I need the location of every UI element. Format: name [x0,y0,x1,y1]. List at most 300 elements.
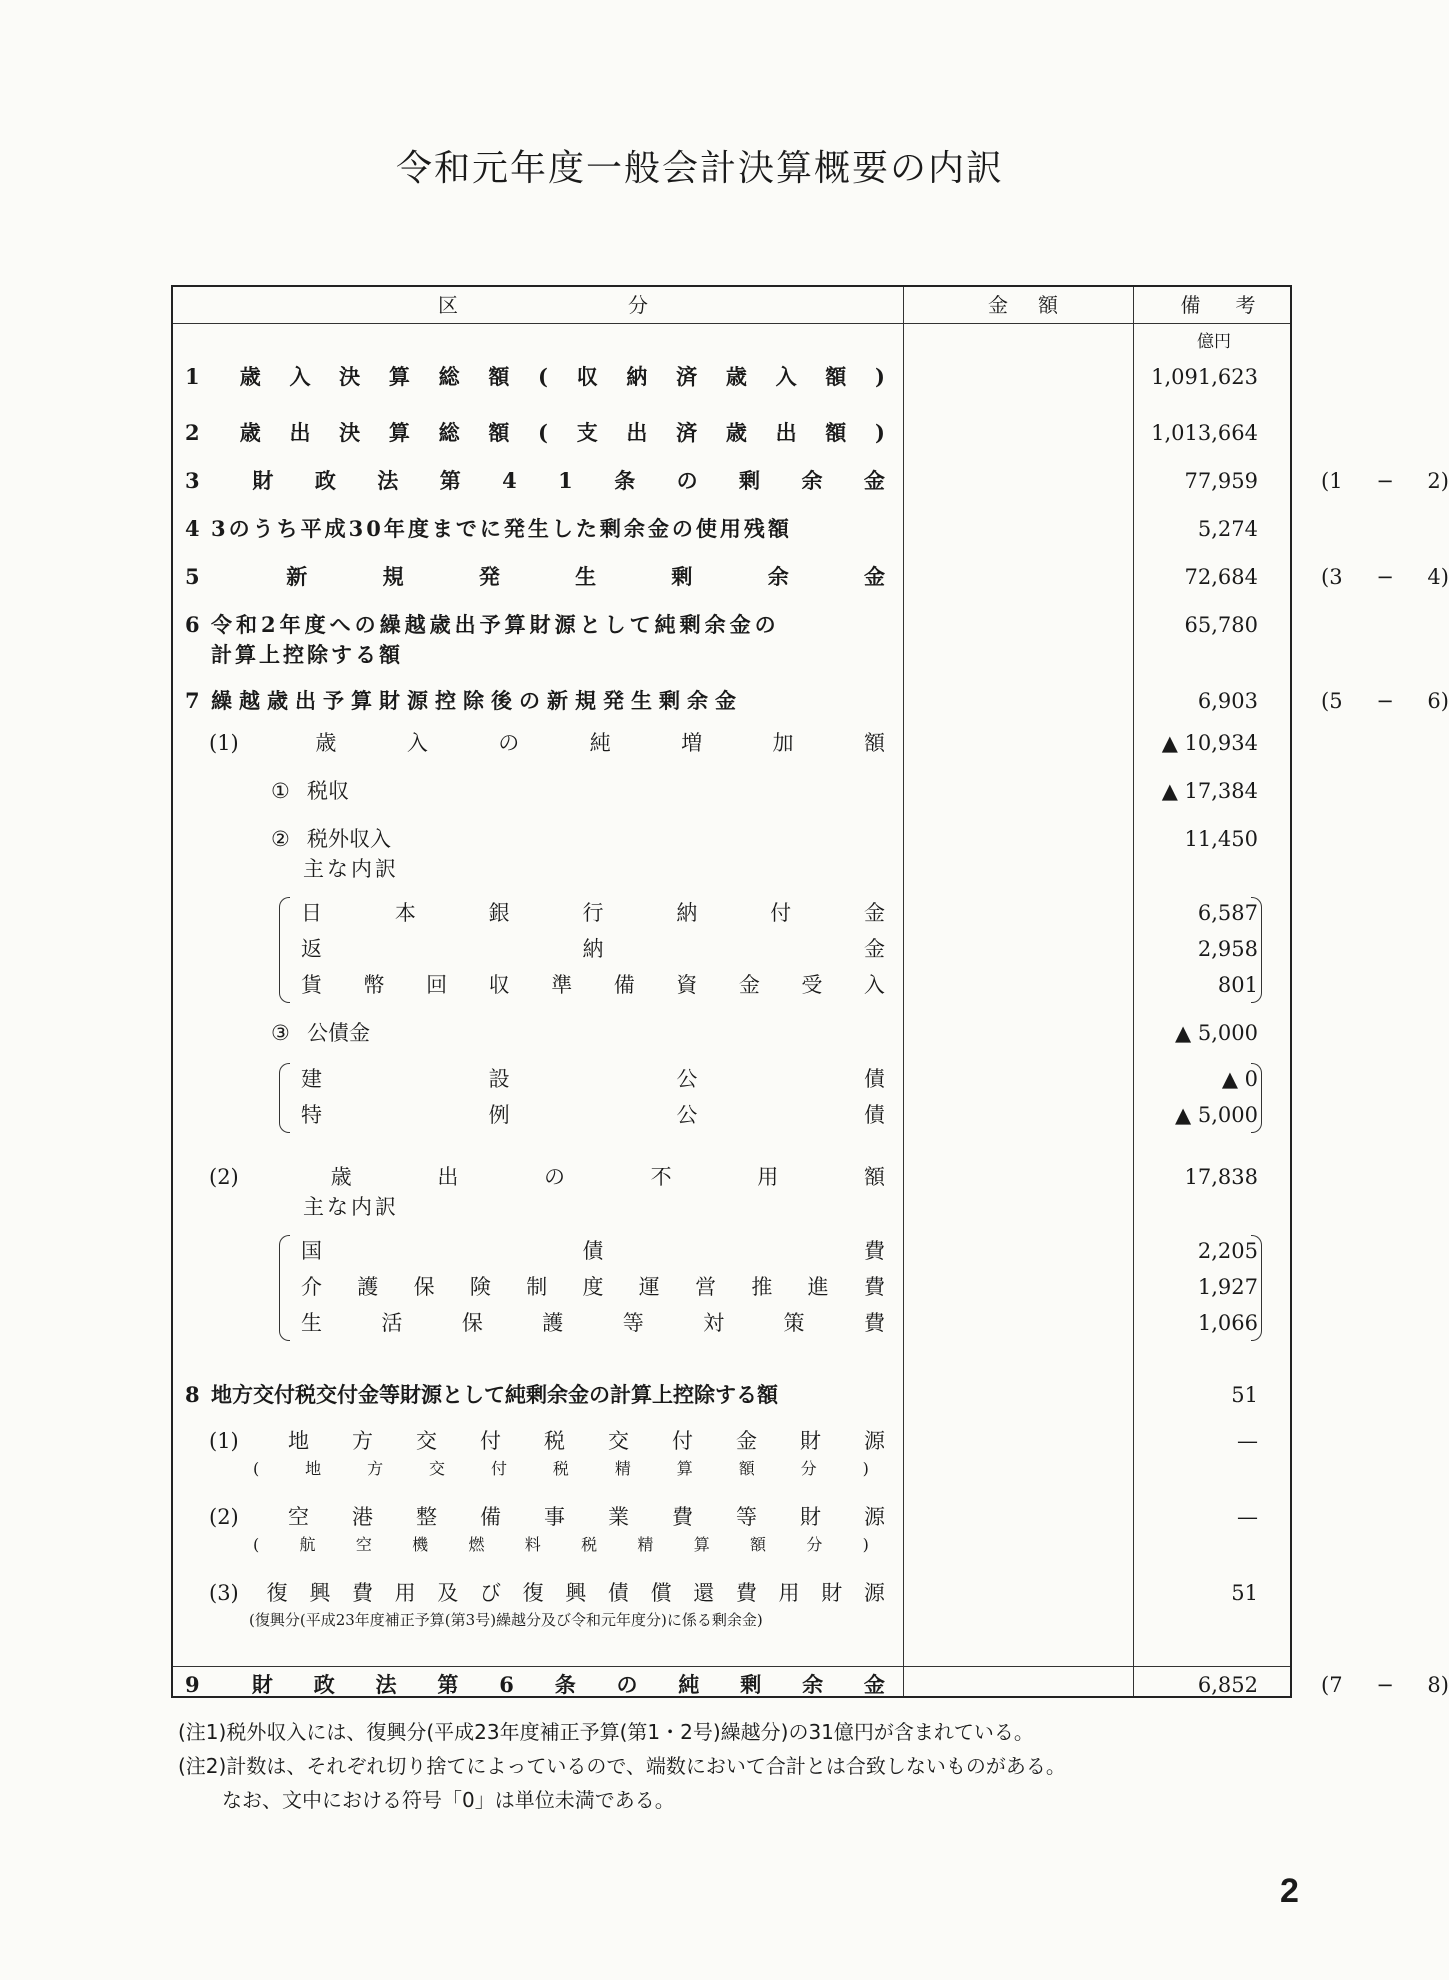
label-char: 費 [351,1581,373,1605]
label-char: 出 [289,420,311,445]
remark-part: (3 [1321,565,1343,589]
label-char: 納 [676,901,698,925]
label-char: 精 [637,1535,654,1554]
label-text: 税外収入 [307,827,391,851]
label-char: 分 [800,1459,817,1478]
row-label [271,775,671,807]
label-text: 公債金 [307,1021,370,1045]
label-char: 済 [676,420,698,445]
remark-part: (1 [1321,469,1343,493]
table-row [173,933,1294,965]
table-row [173,775,1294,807]
label-char: 額 [863,731,885,755]
label-char: 精 [614,1459,631,1478]
label-char: 公 [676,1103,698,1127]
label-char: 財 [251,1672,273,1697]
label-char: 入 [775,364,797,389]
remark-part: 4) [1427,565,1449,589]
label-char: 算 [676,1459,693,1478]
label-char: 整 [416,1505,437,1529]
label-char: 財 [800,1429,821,1453]
amount: ▲ 10,934 [1161,731,1258,755]
remark-part: (5 [1321,689,1343,713]
label-char: の [676,468,698,493]
header-text: 額 [1038,293,1058,317]
amount: 65,780 [1184,613,1258,637]
footnote-3: なお、文中における符号「0」は単位未満である。 [222,1788,675,1812]
label-char: 総 [438,364,460,389]
label-char: 険 [469,1275,491,1299]
row-label [301,933,885,965]
label-char: 余 [802,1672,824,1697]
label-char: 生 [301,1311,322,1335]
label-char: ( [538,420,548,445]
row-index: 3 [185,468,200,493]
remark-part: 8) [1427,1673,1449,1697]
label-char: 交 [429,1459,446,1478]
header-kubun [353,287,733,323]
label-char: 歳 [239,364,261,389]
label-char: 金 [864,937,885,961]
row-index: 1 [185,364,200,389]
label-char: 第 [437,1672,459,1697]
label-char: 入 [289,364,311,389]
label-char: 債 [582,1239,604,1263]
label-char: 政 [314,468,336,493]
label-char: 活 [381,1311,403,1335]
row-index: (3) [209,1581,239,1605]
table-row [173,1063,1294,1095]
label-char: 規 [382,564,404,589]
label-char: 建 [301,1067,322,1091]
remark [1321,465,1449,497]
header-kingaku [973,287,1073,323]
label-char: 生 [575,564,597,589]
table-row [173,1099,1294,1131]
label-char: 銀 [488,901,510,925]
label-char: 港 [352,1505,373,1529]
label-char: 額 [825,420,847,445]
label-char: 金 [738,973,760,997]
header-text: 備 [1180,293,1201,317]
label-char: 債 [863,1103,885,1127]
label-char: 行 [582,901,604,925]
label-char: 保 [461,1311,483,1335]
label-char: 日 [301,901,322,925]
label-char: 政 [313,1672,335,1697]
row-label [185,609,885,641]
label-char: 用 [394,1581,416,1605]
label-text: 地方交付税交付金等財源として純剰余金の計算上控除する額 [211,1382,778,1407]
row-label [185,685,885,717]
label-char: び [479,1581,501,1605]
label-char: 源 [864,1429,885,1453]
label-char: 第 [439,468,461,493]
remark-part: 2) [1427,469,1449,493]
label-char: 剰 [739,468,761,493]
label-char: 公 [676,1067,698,1091]
amount: 6,852 [1197,1673,1258,1697]
label-char: 余 [767,564,789,589]
label-char: 総 [438,420,460,445]
amount: 77,959 [1184,469,1258,493]
label-char: 6 [499,1672,514,1697]
label-char: 国 [301,1239,322,1263]
amount: 17,838 [1184,1165,1258,1189]
table-row [173,609,1294,673]
label-char: 納 [582,937,604,961]
label-char: 法 [377,468,399,493]
label-char: の [498,731,520,755]
table-row [173,361,1294,393]
table-row [173,561,1449,593]
amount: 2,958 [1197,937,1258,961]
label-char: 額 [738,1459,755,1478]
label-char: 出 [437,1165,459,1189]
label-char: 増 [681,731,703,755]
label-char: 付 [672,1429,693,1453]
label-char: ( [538,364,548,389]
label-char: 用 [778,1581,800,1605]
label-char: 設 [488,1067,510,1091]
label-char: 出 [775,420,797,445]
amount: 1,066 [1197,1311,1258,1335]
row-label [185,417,885,449]
label-char: 推 [751,1275,773,1299]
row-sublabel: (復興分(平成23年度補正予算(第3号)繰越分及び令和元年度分)に係る剰余金) [249,1611,763,1629]
label-char: 収 [488,973,510,997]
label-char: 復 [522,1581,544,1605]
table-row [173,1271,1294,1303]
row-label [301,1235,885,1267]
label-char: 費 [863,1275,885,1299]
remark-part: − [1376,469,1394,493]
row-index: (2) [209,1505,239,1529]
table-row [173,1307,1294,1339]
label-char: 支 [576,420,598,445]
remark [1321,1669,1449,1701]
remark-part: − [1376,1673,1394,1697]
amount: 11,450 [1184,827,1258,851]
page-title: 令和元年度一般会計決算概要の内訳 [395,148,1004,189]
label-char: 算 [388,364,410,389]
label-char: 分 [806,1535,823,1554]
amount: 6,587 [1197,901,1258,925]
row-label [209,1577,885,1609]
header-biko [1163,287,1273,323]
label-char: ) [875,420,885,445]
row-label [301,897,885,929]
table-row [173,853,1294,885]
label-char: 等 [622,1311,644,1335]
row-index: ① [271,779,290,803]
amount: ▲ 5,000 [1175,1103,1258,1127]
amount: ▲ 5,000 [1175,1021,1258,1045]
label-char: 貨 [301,973,322,997]
label-char: 業 [608,1505,629,1529]
table-row [173,513,1294,545]
amount: — [1237,1505,1258,1529]
label-char: 法 [375,1672,397,1697]
label-char: 進 [807,1275,829,1299]
remark-part: − [1376,689,1394,713]
row-label [301,1099,885,1131]
label-char: 方 [367,1459,384,1478]
row-label [301,1307,885,1339]
table-row [173,465,1449,497]
row-label-continued [211,639,811,671]
label-char: 費 [735,1581,757,1605]
label-char: 空 [355,1535,372,1554]
row-label [301,1271,885,1303]
table-row [173,1669,1449,1701]
table-row [173,417,1294,449]
table-row [173,897,1294,929]
label-char: 備 [480,1505,501,1529]
label-char: 税 [581,1535,598,1554]
label-char: の [616,1672,638,1697]
label-char: 純 [589,731,611,755]
row-sublabel [253,1533,869,1557]
header-text: 考 [1235,293,1256,317]
label-char: 済 [676,364,698,389]
row-label [271,1017,671,1049]
label-char: 策 [783,1311,805,1335]
amount: 6,903 [1197,689,1258,713]
label-char: 歳 [315,731,337,755]
label-char: 護 [542,1311,564,1335]
label-char: ( [253,1535,260,1554]
label-char: 額 [488,364,510,389]
label-char: 費 [672,1505,693,1529]
row-index: 8 [185,1382,200,1407]
label-char: 地 [288,1429,309,1453]
label-char: 付 [480,1429,501,1453]
label-char: 金 [863,901,885,925]
label-char: 対 [703,1311,725,1335]
remark-part: (7 [1321,1673,1343,1697]
row-label [271,823,671,855]
footnote-1: (注1)税外収入には、復興分(平成23年度補正予算(第1・2号)繰越分)の31億円が含まれている。 [178,1720,1034,1744]
row-index: (2) [209,1165,239,1189]
label-text: 令和2年度への繰越歳出予算財源として純剰余金の [211,612,780,637]
row-index: ② [271,827,290,851]
label-char: 純 [678,1672,700,1697]
row-label [209,1161,885,1193]
amount: 1,013,664 [1151,421,1258,445]
label-char: 保 [413,1275,435,1299]
amount: 1,927 [1197,1275,1258,1299]
label-char: 回 [426,973,448,997]
table-row [173,1501,1294,1554]
label-char: 入 [406,731,428,755]
label-char: 源 [864,1505,885,1529]
label-char: 財 [252,468,274,493]
label-char: 度 [582,1275,604,1299]
table-row [173,969,1294,1001]
table-row [173,685,1449,717]
row-label [301,1063,885,1095]
label-char: 地 [305,1459,322,1478]
label-char: 運 [638,1275,660,1299]
label-char: 加 [772,731,794,755]
label-char: 財 [821,1581,843,1605]
amount: 5,274 [1197,517,1258,541]
sub-heading: 主な内訳 [303,857,399,881]
label-char: 金 [736,1429,757,1453]
remark [1321,561,1449,593]
header-text: 分 [628,293,648,317]
label-char: 納 [626,364,648,389]
remark-part: 6) [1427,689,1449,713]
label-char: 交 [416,1429,437,1453]
label-char: 本 [394,901,416,925]
label-char: の [543,1165,565,1189]
table-row [173,1577,1294,1629]
amount: 51 [1231,1383,1258,1407]
table-row [173,1161,1294,1193]
label-char: 空 [288,1505,309,1529]
label-char: 交 [608,1429,629,1453]
label-char: 財 [800,1505,821,1529]
label-char: 歳 [725,364,747,389]
row-sublabel [253,1457,869,1481]
label-char: 費 [864,1239,885,1263]
label-char: 額 [488,420,510,445]
row-index: (1) [209,1429,239,1453]
label-char: 特 [301,1103,322,1127]
footnote-2: (注2)計数は、それぞれ切り捨てによっているので、端数において合計とは合致しないものがある。 [178,1754,1066,1778]
label-char: 用 [757,1165,779,1189]
amount: 801 [1217,973,1258,997]
label-char: 等 [736,1505,757,1529]
row-label [185,1379,885,1411]
total-divider [173,1666,1290,1667]
label-char: 付 [770,901,792,925]
label-char: 出 [626,420,648,445]
label-char: 金 [863,468,885,493]
row-index: 4 [185,516,200,541]
settlement-table [171,285,1449,1698]
table-row [173,1017,1294,1049]
label-char: 額 [750,1535,767,1554]
label-char: ) [862,1459,869,1478]
label-char: 税 [544,1429,565,1453]
row-index: 9 [185,1672,200,1697]
row-index: 5 [185,564,200,589]
label-char: 入 [863,973,885,997]
label-text: 繰越歳出予算財源控除後の新規発生剰余金 [211,688,743,713]
label-char: 及 [437,1581,459,1605]
label-char: 営 [695,1275,717,1299]
amount: — [1237,1429,1258,1453]
table-row [173,823,1294,855]
label-char: 金 [863,564,885,589]
amount: ▲ 17,384 [1161,779,1258,803]
table-row [173,1191,1294,1223]
label-char: 剰 [671,564,693,589]
label-char: 資 [676,973,698,997]
label-char: 復 [266,1581,288,1605]
row-label [185,513,885,545]
row-label [185,361,885,393]
label-char: 例 [488,1103,510,1127]
row-index: ③ [271,1021,290,1045]
label-char: 源 [863,1581,885,1605]
label-char: 発 [478,564,500,589]
header-text: 区 [438,293,458,317]
label-char: 算 [693,1535,710,1554]
table-row [173,1425,1294,1478]
label-char: ) [862,1535,869,1554]
label-char: 税 [552,1459,569,1478]
label-char: 費 [863,1311,885,1335]
remark-part: − [1376,565,1394,589]
label-char: 歳 [725,420,747,445]
label-char: 事 [544,1505,565,1529]
label-char: ) [875,364,885,389]
label-char: 決 [339,364,361,389]
label-char: 護 [357,1275,379,1299]
header-divider [173,323,1290,324]
amount: 72,684 [1184,565,1258,589]
row-label [185,465,885,497]
label-char: 付 [490,1459,507,1478]
label-char: 備 [613,973,635,997]
label-char: 制 [526,1275,548,1299]
label-char: 償 [650,1581,672,1605]
amount: 51 [1231,1581,1258,1605]
label-char: 航 [299,1535,316,1554]
label-text: 税収 [307,779,349,803]
label-char: 興 [309,1581,331,1605]
row-label [209,1425,885,1457]
label-char: 燃 [468,1535,485,1554]
label-char: 方 [352,1429,373,1453]
row-index: 6 [185,612,200,637]
label-char: 条 [554,1672,576,1697]
label-char: 決 [339,420,361,445]
label-char: 条 [614,468,636,493]
row-label [301,969,885,1001]
label-char: 収 [576,364,598,389]
label-char: 準 [551,973,573,997]
unit-text: 億円 [1197,332,1231,352]
table-row [173,1379,1294,1411]
label-char: 額 [863,1165,885,1189]
label-char: 幣 [363,973,385,997]
label-char: 債 [863,1067,885,1091]
amount: ▲ 0 [1221,1067,1258,1091]
label-char: 金 [863,1672,885,1697]
label-char: 不 [650,1165,672,1189]
row-index: 7 [185,688,200,713]
label-char: 新 [286,564,308,589]
label-char: 興 [565,1581,587,1605]
label-text: 計算上控除する額 [211,642,403,667]
row-label [209,727,885,759]
label-char: 債 [607,1581,629,1605]
label-char: 1 [558,468,573,493]
row-index: (1) [209,731,239,755]
header-text: 金 [988,293,1008,317]
label-char: 算 [388,420,410,445]
label-char: 余 [801,468,823,493]
sub-heading: 主な内訳 [303,1195,399,1219]
page-number: 2 [1280,1872,1299,1910]
row-label [185,561,885,593]
remark [1321,685,1449,717]
